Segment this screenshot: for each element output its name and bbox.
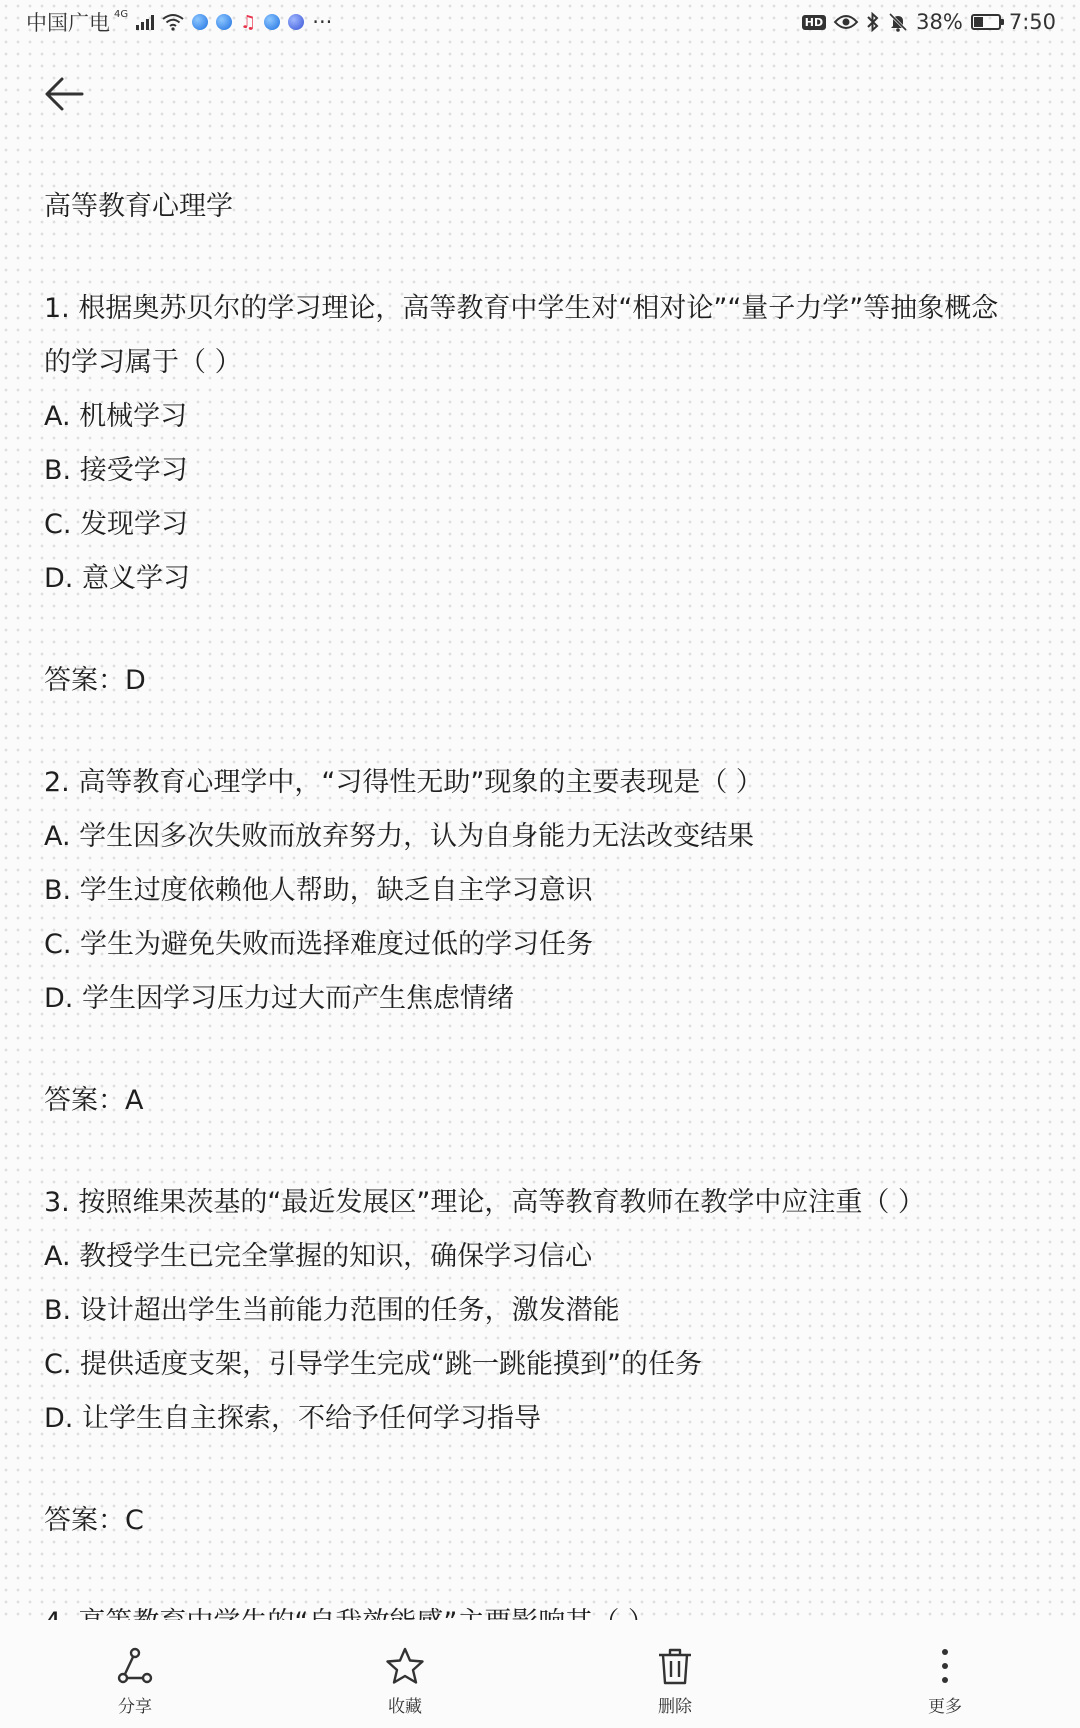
wifi-icon [162,13,184,31]
question-2 [44,756,1040,1176]
clock: 7:50 [1008,10,1056,34]
option-c: C. 提供适度支架，引导学生完成“跳一跳能摸到”的任务 [44,1349,702,1380]
answer: 答案：A [44,1085,144,1116]
blank-line [44,1128,1040,1176]
blank-line [44,1548,1040,1596]
music-app-icon: ♫ [240,11,257,33]
note-title: 高等教育心理学 [44,191,233,222]
question-stem: 2. 高等教育心理学中，“习得性无助”现象的主要表现是（ ） [44,767,763,798]
blank-line [44,1446,1040,1494]
favorite-button[interactable] [270,1620,540,1728]
option-a: A. 学生因多次失败而放弃努力，认为自身能力无法改变结果 [44,821,755,852]
favorite-label: 收藏 [388,1697,422,1717]
question-1 [44,282,1040,756]
option-a: A. 教授学生已完全掌握的知识，确保学习信心 [44,1241,593,1272]
question-stem: 的学习属于（ ） [44,347,242,378]
share-icon [115,1646,155,1686]
music-player-icon [288,14,304,30]
more-button[interactable] [810,1620,1080,1728]
option-b: B. 学生过度依赖他人帮助，缺乏自主学习意识 [44,875,593,906]
option-a: A. 机械学习 [44,401,188,432]
share-button[interactable] [0,1620,270,1728]
battery-level [974,17,983,27]
blank-line [44,1026,1040,1074]
back-button[interactable] [38,68,90,120]
delete-button[interactable] [540,1620,810,1728]
star-icon [385,1646,425,1686]
carrier-name: 中国广电 [26,11,110,35]
option-c: C. 发现学习 [44,509,189,540]
option-b: B. 接受学习 [44,455,188,486]
blank-line [44,234,1040,282]
more-label: 更多 [928,1697,962,1717]
hd-icon: HD [802,15,826,30]
signal-icon [136,14,154,30]
question-stem: 3. 按照维果茨基的“最近发展区”理论，高等教育教师在教学中应注重（ ） [44,1187,925,1218]
more-vertical-icon [925,1646,965,1686]
mute-bell-icon [888,12,908,32]
question-3 [44,1176,1040,1596]
blank-line [44,606,1040,654]
arrow-left-icon [44,76,84,112]
blank-line [44,708,1040,756]
share-label: 分享 [118,1697,152,1717]
status-bar-right [802,10,1056,34]
note-content[interactable] [44,180,1040,1610]
delete-label: 删除 [658,1697,692,1717]
bottom-toolbar [0,1620,1080,1728]
battery-percent: 38% [916,10,963,34]
option-b: B. 设计超出学生当前能力范围的任务，激发潜能 [44,1295,620,1326]
eye-icon [834,14,858,30]
trash-icon [655,1646,695,1686]
answer: 答案：D [44,665,146,696]
status-bar [0,0,1080,44]
option-d: D. 让学生自主探索，不给予任何学习指导 [44,1403,541,1434]
option-c: C. 学生为避免失败而选择难度过低的学习任务 [44,929,594,960]
option-d: D. 学生因学习压力过大而产生焦虑情绪 [44,983,514,1014]
bluetooth-icon [866,12,880,32]
app-notification-icon [264,14,280,30]
app-notification-icon [192,14,208,30]
question-stem: 1. 根据奥苏贝尔的学习理论，高等教育中学生对“相对论”“量子力学”等抽象概念 [44,293,999,324]
answer: 答案：C [44,1505,144,1536]
network-type: 4G [114,8,129,20]
battery-icon [971,14,1001,30]
status-bar-left [26,7,332,37]
more-notifications-icon: ··· [312,10,333,34]
option-d: D. 意义学习 [44,563,190,594]
app-notification-icon [216,14,232,30]
